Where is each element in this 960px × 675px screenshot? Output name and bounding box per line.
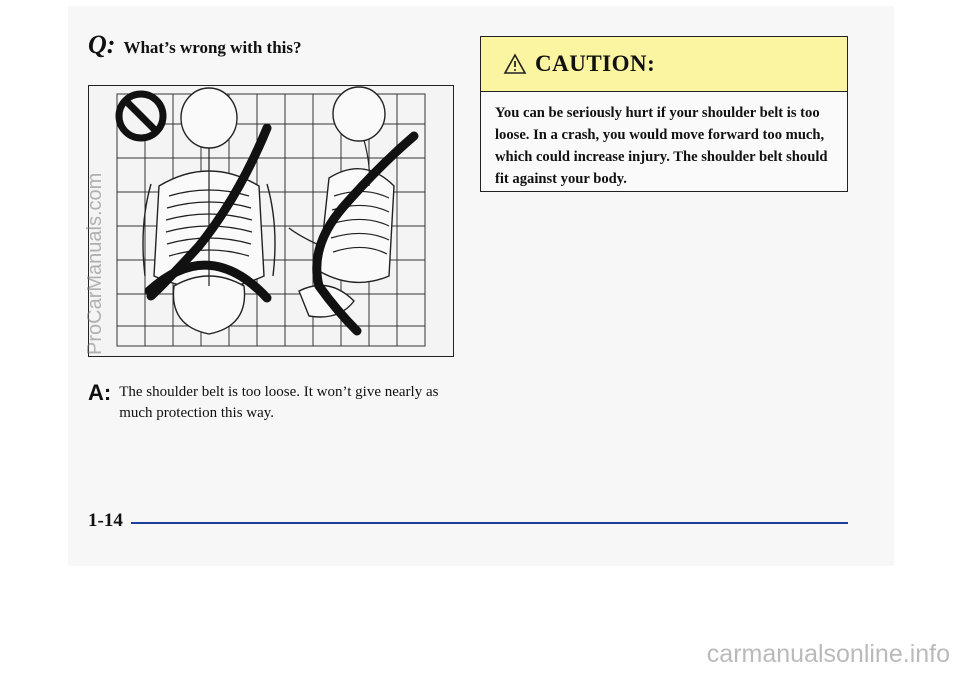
side-watermark: ProCarManuals.com (84, 172, 106, 355)
page-number: 1-14 (88, 510, 123, 531)
footer-rule (131, 522, 848, 524)
caution-box (480, 36, 848, 192)
question-row (88, 30, 302, 60)
bottom-watermark: carmanualsonline.info (706, 640, 950, 668)
answer-label: A: (88, 380, 112, 405)
prohibited-sign-icon (119, 94, 163, 138)
seatbelt-illustration (88, 85, 454, 357)
question-label: Q: (88, 30, 116, 59)
skeleton-seatbelt-drawing (89, 86, 453, 356)
answer-text: The shoulder belt is too loose. It won’t give nearly as much protection this way. (119, 384, 439, 421)
caution-title: CAUTION: (535, 51, 656, 76)
answer-row (88, 382, 458, 424)
question-text: What’s wrong with this? (123, 38, 302, 57)
caution-header (481, 37, 847, 92)
caution-text: You can be seriously hurt if your shoulder belt is too loose. In a crash, you would move forward too much, which could increase injury. The shoulder belt should fit against your body. (495, 105, 828, 187)
page-footer (88, 510, 848, 532)
warning-triangle-icon (503, 53, 527, 75)
